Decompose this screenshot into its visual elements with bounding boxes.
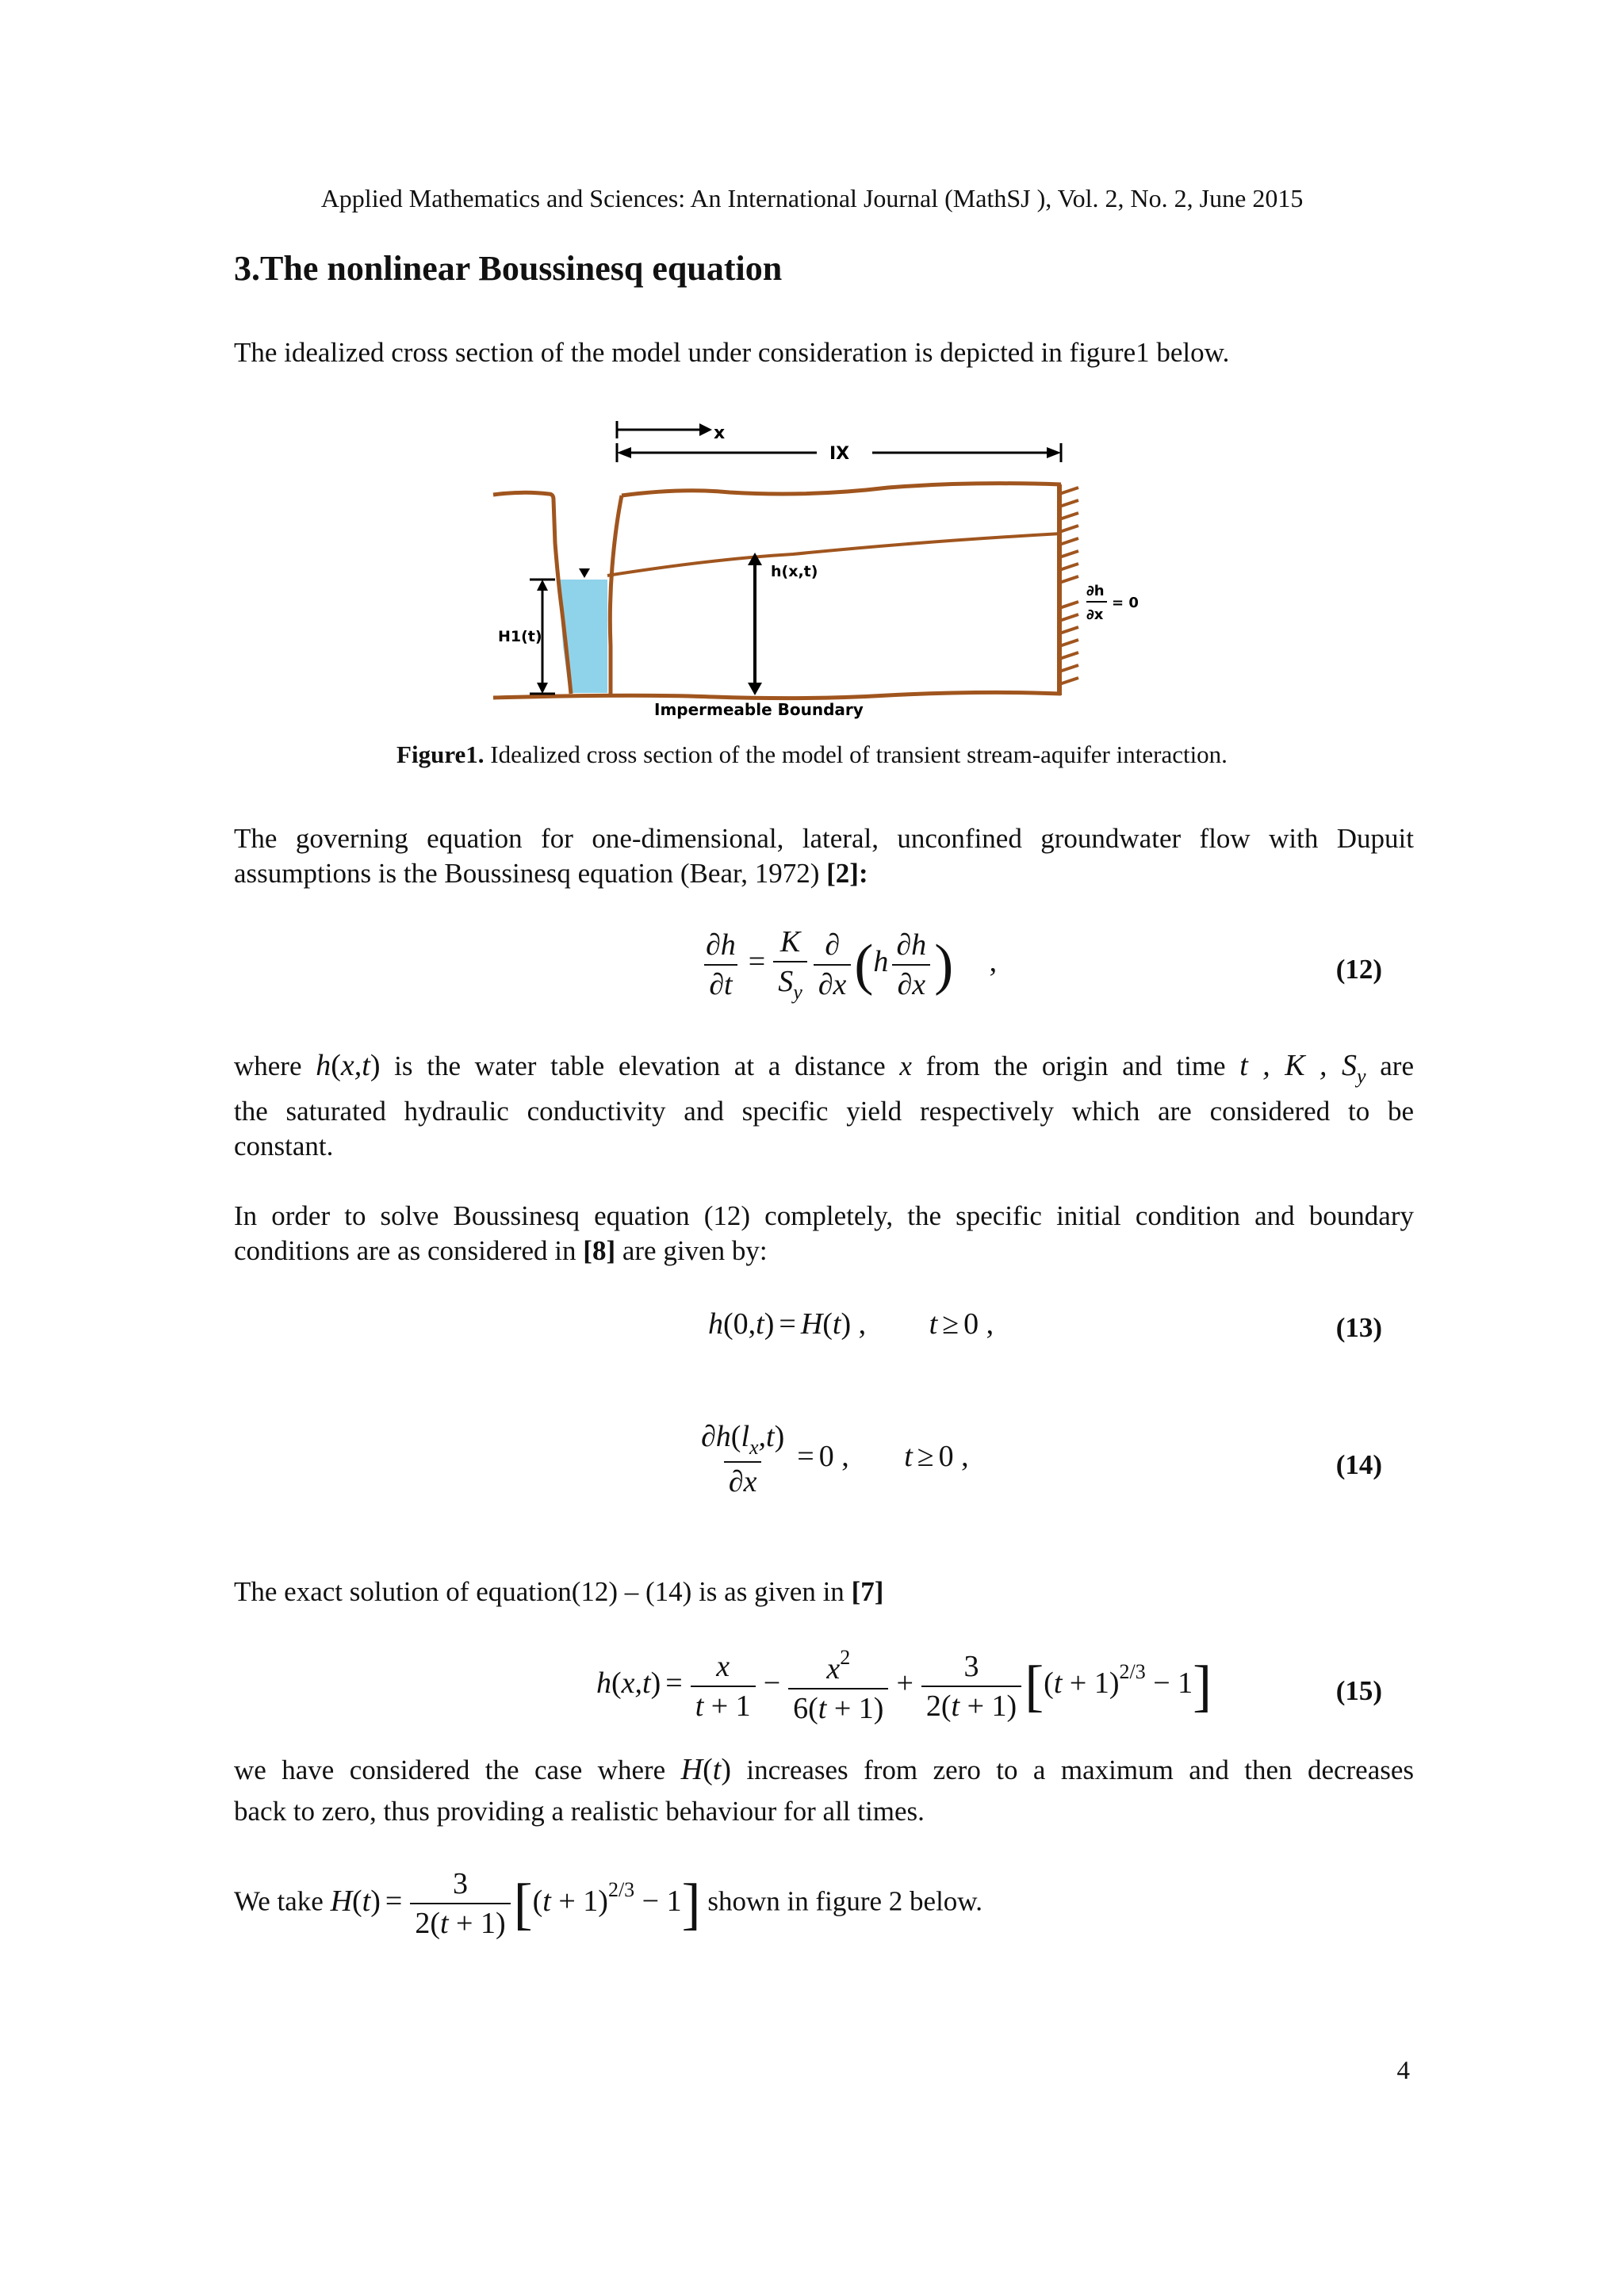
water-level-marker-icon [579,568,590,578]
h-arrow [748,553,762,695]
para3-line1: In order to solve Boussinesq equation (12) completely, the specific initial condition and boundary [234,1200,1414,1231]
para6-text1: We take [234,1885,324,1917]
figure-caption [0,740,1624,769]
label-h: h(x,t) [771,563,818,580]
para6-text2: shown in figure 2 below. [707,1885,983,1917]
math-h-xt: h(x,t) [316,1049,381,1082]
para5-text1: we have considered the case where [234,1755,666,1785]
eq12-number: (12) [1335,954,1382,985]
math-Ht-definition: H(t) = $\frac{3}{2(t + 1)}$ $[(t + 1)^{2/3} - 1]$ [330,1867,701,1940]
para1-line1: The governing equation for one-dimensional, lateral, unconfined groundwater flow with Dupuit [234,823,1414,854]
math-Ht: H(t) [680,1753,731,1786]
label-x: x [714,423,726,443]
eq12-comma: , [989,945,998,979]
label-H1: H1(t) [498,628,542,645]
para5-text2: increases from zero to a maximum and then decreases [746,1755,1415,1785]
para2-where: where [234,1050,302,1081]
ground-surface [622,484,1061,496]
equation-14: $\frac{\partial h(l_x,t)}{\partial x}$ = 0 , t ≥ 0 , [701,1420,969,1498]
paragraph-governing [234,821,1414,891]
para2-x: x [899,1050,912,1081]
paragraph-conditions [234,1199,1414,1269]
para3-line2b: are given by: [615,1235,768,1266]
label-dx: ∂x [1086,607,1104,623]
stream-left-bank [493,492,571,694]
para1-line2: assumptions is the Boussinesq equation (Bear, 1972) [234,858,827,889]
caption-text: Idealized cross section of the model of transient stream-aquifer interaction. [484,740,1228,768]
paragraph-where [234,1048,1414,1164]
running-header: Applied Mathematics and Sciences: An International Journal (MathSJ ), Vol. 2, No. 2, June 2015 [320,184,1304,212]
figure-1-cross-section [476,408,1166,729]
para2-line2: the saturated hydraulic conductivity and specific yield respectively which are considered to be [234,1096,1414,1127]
para2-text2: from the origin and time [925,1050,1226,1081]
label-dh: ∂h [1086,583,1105,599]
para4-text: The exact solution of equation(12) – (14) is as given in [234,1576,852,1607]
impermeable-boundary-line [493,692,1061,698]
paragraph-exact [234,1575,1414,1609]
para3-line2a: conditions are as considered in [234,1235,584,1266]
ref-8: [8] [583,1235,616,1266]
eq13-number: (13) [1335,1312,1382,1343]
x-arrow [617,421,712,438]
section-title: 3.The nonlinear Boussinesq equation [234,249,783,288]
paragraph-case [234,1752,1414,1829]
paragraph-take [234,1866,1414,1941]
caption-label: Figure1. [396,740,485,768]
para5-line2: back to zero, thus providing a realistic behaviour for all times. [234,1796,925,1827]
para2-text: is the water table elevation at a distance [394,1050,886,1081]
wall-hatching [1059,488,1078,684]
ref-7: [7] [851,1576,884,1607]
label-lx: IX [829,444,850,464]
ref-2: [2]: [826,858,868,889]
intro-text: The idealized cross section of the model under consideration is depicted in figure1 below. [234,337,1230,368]
equation-15: h(x,t) = $\frac{x}{t + 1}$ − $\frac{x^2}{6(t + 1)}$ + $\frac{3}{2(t + 1)}$ $[(t + 1)^{2/3} - 1]$ [596,1646,1212,1725]
equation-13: h(0,t) = H(t) , t ≥ 0 , [708,1307,994,1341]
intro-paragraph [234,335,1414,370]
water-table [607,534,1061,576]
eq14-number: (14) [1335,1449,1382,1480]
para2-line3: constant. [234,1131,334,1161]
math-t-K-Sy: t , K , $S_y$ [1239,1049,1366,1088]
eq15-number: (15) [1335,1675,1382,1706]
label-eq0: = 0 [1112,595,1139,611]
page-number: 4 [1396,2057,1410,2085]
equation-12: $\frac{\partial h}{\partial t}$ = $\frac{K}{S_y}$ $\frac{\partial}{\partial x}$ (h $\frac{\partial h}{\partial x}$ ) , [706,925,998,1004]
para2-are: are [1380,1050,1414,1081]
stream-right-bank [610,496,622,694]
label-boundary: Impermeable Boundary [654,700,864,719]
